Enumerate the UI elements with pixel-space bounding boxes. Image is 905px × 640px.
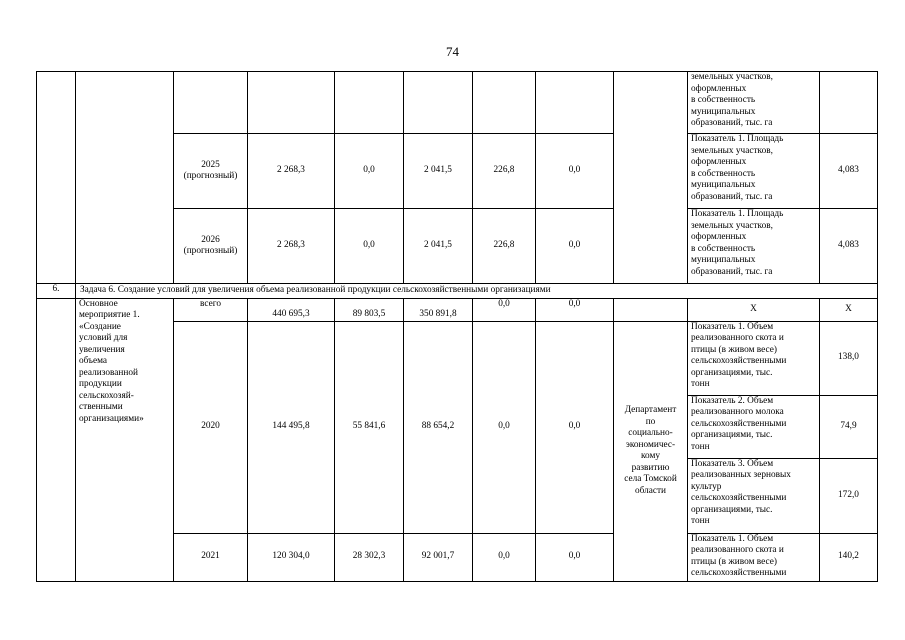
year-cell: всего (174, 298, 248, 321)
amount-cell: 88 654,2 (404, 321, 473, 533)
amount-cell: 2 268,3 (248, 134, 335, 209)
amount-cell: 0,0 (536, 298, 614, 321)
amount-cell (248, 72, 335, 134)
executor-cell: Департамент по социально- экономичес- кому развитию села Томской области (614, 321, 688, 581)
amount-cell: 0,0 (473, 321, 536, 533)
value-cell: 138,0 (820, 321, 878, 395)
amount-cell: 0,0 (335, 209, 404, 284)
task-row (37, 284, 878, 299)
year-cell: 2026 (прогнозный) (174, 209, 248, 284)
task-number: 6. (37, 284, 76, 299)
number-cell (37, 72, 76, 284)
value-cell: 74,9 (820, 395, 878, 458)
amount-cell: 0,0 (536, 533, 614, 581)
amount-cell: 2 041,5 (404, 209, 473, 284)
indicator-cell: Показатель 1. Объем реализованного скота и птицы (в живом весе) сельскохозяйственными организациями, тыс. тонн (688, 321, 820, 395)
amount-cell: 0,0 (536, 209, 614, 284)
value-cell: 172,0 (820, 458, 878, 533)
indicator-cell: Показатель 1. Площадь земельных участков, оформленных в собственность муниципальных образований, тыс. га (688, 209, 820, 284)
year-cell: 2025 (прогнозный) (174, 134, 248, 209)
page-number: 74 (446, 44, 459, 59)
table-row (37, 72, 878, 134)
task-title: Задача 6. Создание условий для увеличения объема реализованной продукции сельскохозяйственными организациями (76, 284, 878, 299)
amount-cell: 28 302,3 (335, 533, 404, 581)
value-cell: 4,083 (820, 209, 878, 284)
year-cell: 2021 (174, 533, 248, 581)
amount-cell: 120 304,0 (248, 533, 335, 581)
indicator-cell: Показатель 1. Объем реализованного скота и птицы (в живом весе) сельскохозяйственными (688, 533, 820, 581)
amount-cell: 350 891,8 (404, 298, 473, 321)
indicator-cell: Показатель 3. Объем реализованных зерновых культур сельскохозяйственными организациями, тыс. тонн (688, 458, 820, 533)
indicator-cell: Х (688, 298, 820, 321)
amount-cell (536, 72, 614, 134)
amount-cell: 2 268,3 (248, 209, 335, 284)
amount-cell: 0,0 (473, 533, 536, 581)
table-row (37, 298, 878, 321)
amount-cell: 55 841,6 (335, 321, 404, 533)
year-cell: 2020 (174, 321, 248, 533)
value-cell: 4,083 (820, 134, 878, 209)
amount-cell: 144 495,8 (248, 321, 335, 533)
amount-cell: 0,0 (536, 134, 614, 209)
indicator-cell: земельных участков, оформленных в собственность муниципальных образований, тыс. га (688, 72, 820, 134)
amount-cell: 440 695,3 (248, 298, 335, 321)
indicator-cell: Показатель 2. Объем реализованного молока сельскохозяйственными организациями, тыс. тонн (688, 395, 820, 458)
value-cell (820, 72, 878, 134)
amount-cell: 0,0 (335, 134, 404, 209)
amount-cell: 226,8 (473, 209, 536, 284)
amount-cell: 226,8 (473, 134, 536, 209)
value-cell: 140,2 (820, 533, 878, 581)
amount-cell: 89 803,5 (335, 298, 404, 321)
amount-cell (404, 72, 473, 134)
amount-cell (335, 72, 404, 134)
executor-cell (614, 72, 688, 284)
measure-name: Основное мероприятие 1. «Создание условий для увеличения объема реализованной продукции сельскохозяй- ственными организациями» (76, 298, 174, 581)
amount-cell: 0,0 (536, 321, 614, 533)
number-cell (37, 298, 76, 581)
amount-cell (473, 72, 536, 134)
value-cell: Х (820, 298, 878, 321)
amount-cell: 0,0 (473, 298, 536, 321)
amount-cell: 2 041,5 (404, 134, 473, 209)
indicator-cell: Показатель 1. Площадь земельных участков, оформленных в собственность муниципальных образований, тыс. га (688, 134, 820, 209)
measure-cell (76, 72, 174, 284)
amount-cell: 92 001,7 (404, 533, 473, 581)
executor-cell (614, 298, 688, 321)
program-table (36, 71, 878, 582)
year-cell (174, 72, 248, 134)
